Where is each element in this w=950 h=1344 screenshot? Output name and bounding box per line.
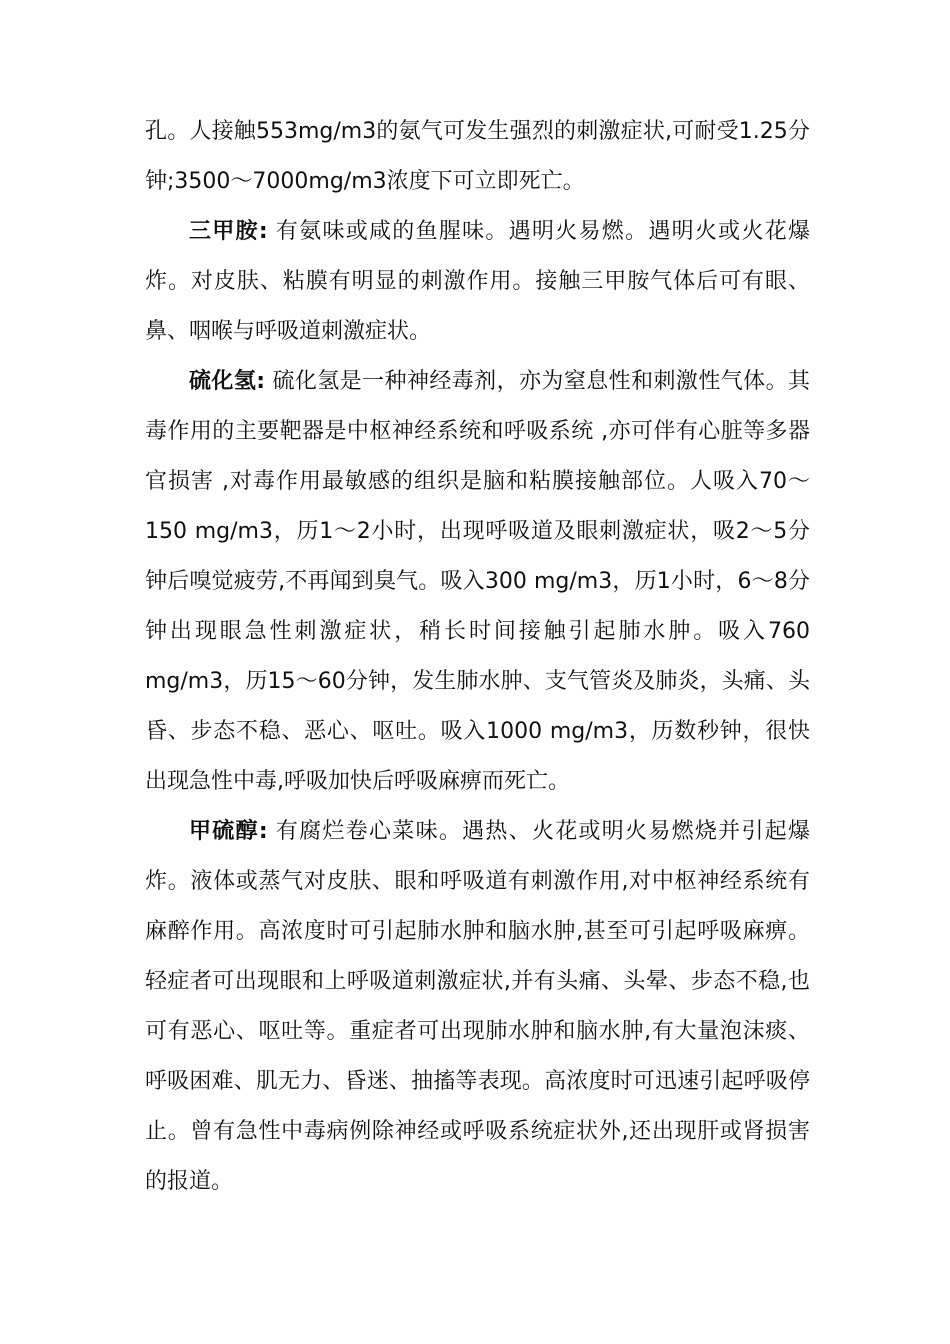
hydrogen-sulfide-text: 硫化氢是一种神经毒剂，亦为窒息性和刺激性气体。其毒作用的主要靶器是中枢神经系统和呼吸系统 ,亦可伴有心脏等多器官损害 ,对毒作用最敏感的组织是脑和粘膜接触部位。人吸入70～150 mg/m3，历1～2小时，出现呼吸道及眼刺激症状，吸2～5分钟后嗅觉疲劳,不再闻到臭气。吸入300 mg/m3，历1小时，6～8分钟出现眼急性刺激症状，稍长时间接触引起肺水肿。吸入760 mg/m3，历15～60分钟，发生肺水肿、支气管炎及肺炎，头痛、头昏、步态不稳、恶心、呕吐。吸入1000 mg/m3，历数秒钟，很快出现急性中毒,呼吸加快后呼吸麻痹而死亡。 (145, 369, 810, 794)
methyl-mercaptan-term: 甲硫醇: (189, 819, 268, 844)
trimethylamine-paragraph (145, 207, 810, 357)
hydrogen-sulfide-paragraph (145, 357, 810, 807)
trimethylamine-text: 有氨味或咸的鱼腥味。遇明火易燃。遇明火或火花爆炸。对皮肤、粘膜有明显的刺激作用。接触三甲胺气体后可有眼、鼻、咽喉与呼吸道刺激症状。 (145, 219, 810, 344)
ammonia-continuation-text: 孔。人接触553mg/m3的氨气可发生强烈的刺激症状,可耐受1.25分钟;3500～7000mg/m3浓度下可立即死亡。 (145, 119, 810, 194)
methyl-mercaptan-section (145, 807, 810, 1207)
trimethylamine-section (145, 207, 810, 357)
hydrogen-sulfide-term: 硫化氢: (189, 369, 266, 394)
hydrogen-sulfide-section (145, 357, 810, 807)
ammonia-continuation-paragraph (145, 107, 810, 207)
trimethylamine-term: 三甲胺: (189, 219, 268, 244)
methyl-mercaptan-text: 有腐烂卷心菜味。遇热、火花或明火易燃烧并引起爆炸。液体或蒸气对皮肤、眼和呼吸道有刺激作用,对中枢神经系统有麻醉作用。高浓度时可引起肺水肿和脑水肿,甚至可引起呼吸麻痹。轻症者可出现眼和上呼吸道刺激症状,并有头痛、头晕、步态不稳,也可有恶心、呕吐等。重症者可出现肺水肿和脑水肿,有大量泡沫痰、呼吸困难、肌无力、昏迷、抽搐等表现。高浓度时可迅速引起呼吸停止。曾有急性中毒病例除神经或呼吸系统症状外,还出现肝或肾损害的报道。 (145, 819, 810, 1194)
methyl-mercaptan-paragraph (145, 807, 810, 1207)
